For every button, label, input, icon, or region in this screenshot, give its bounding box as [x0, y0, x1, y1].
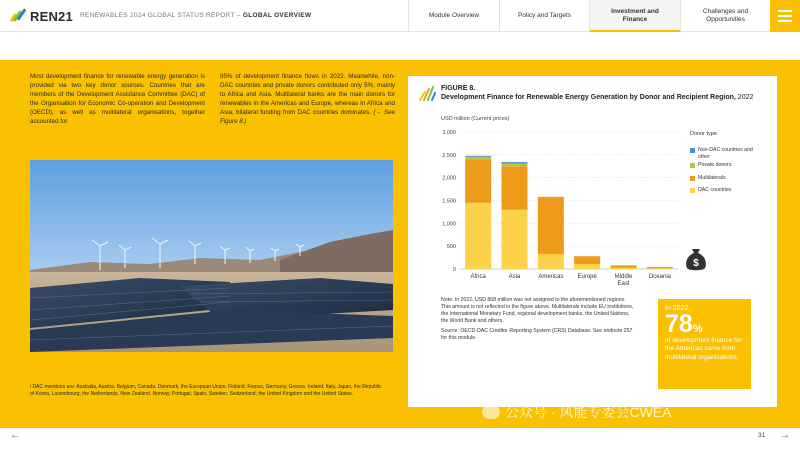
- figure-reference[interactable]: (→ See Figure 8.): [220, 108, 395, 125]
- figure-label: FIGURE 8.: [441, 85, 476, 92]
- bar-segment: [502, 210, 528, 269]
- bar-segment: [574, 256, 600, 264]
- callout-number-unit: %: [692, 323, 703, 335]
- bar-segment: [611, 268, 637, 269]
- bar-segment: [502, 162, 528, 163]
- callout-intro: In 2022,: [665, 305, 691, 312]
- y-tick-label: 0: [452, 267, 456, 273]
- y-axis-label: USD million (Current prices): [441, 116, 510, 122]
- bar-segment: [465, 203, 491, 269]
- figure-year: 2022: [737, 94, 754, 101]
- body-text-column-2-text: 95% of development finance flows in 2022. Meanwhile, non-DAC countries and private donors contributed only 5%, mainly to Africa and Asia. Multilateral banks are the main donors for renewables in the Americas and Europe, whereas in Africa and Asia, bilateral funding from DAC countries dominates.: [220, 73, 395, 116]
- logo-text: REN21: [30, 8, 73, 24]
- y-tick-label: 2,000: [442, 175, 456, 182]
- callout-text: of development finance for the Americas came from multilateral organisations.: [665, 337, 742, 361]
- bar-segment: [574, 264, 600, 269]
- bar-segment: [647, 267, 673, 268]
- y-tick-label: 1,500: [442, 198, 456, 205]
- x-category-label: Americas: [538, 274, 564, 280]
- figure-icon: [417, 83, 437, 103]
- legend-swatch: [690, 148, 695, 153]
- legend-item: [690, 147, 762, 160]
- report-title-text: RENEWABLES 2024 GLOBAL STATUS REPORT: [80, 12, 235, 19]
- stacked-bar-chart: [408, 124, 688, 294]
- figure-source: Source: OECD-DAC Creditor Reporting System (CRS) Database. See endnote 257 for this module.: [441, 328, 633, 342]
- bar-segment: [465, 159, 491, 202]
- callout-number-value: 78: [665, 310, 693, 338]
- prev-page-arrow-icon[interactable]: ←: [10, 430, 20, 441]
- legend-label: Non-DAC countries and other: [698, 147, 753, 160]
- key-stat-callout: [657, 298, 752, 390]
- figure-title: [441, 94, 753, 101]
- legend-label: Private donors: [698, 162, 732, 168]
- legend-swatch: [690, 163, 695, 168]
- bar-segment: [538, 254, 564, 269]
- legend-item: [690, 162, 762, 169]
- report-section: GLOBAL OVERVIEW: [242, 12, 312, 19]
- legend-item: [690, 175, 762, 182]
- wechat-icon: [482, 405, 500, 419]
- solar-wind-photo: [30, 160, 393, 352]
- x-category-label: Africa: [470, 274, 486, 280]
- bar-segment: [538, 197, 564, 254]
- legend-swatch: [690, 176, 695, 181]
- next-page-arrow-icon[interactable]: →: [780, 430, 790, 441]
- y-tick-label: 1,000: [442, 221, 456, 228]
- legend-title: Donor type: [690, 131, 717, 137]
- legend-label: DAC countries: [698, 187, 732, 193]
- bar-segment: [611, 265, 637, 268]
- y-tick-label: 2,500: [442, 152, 456, 159]
- wechat-watermark: [482, 402, 671, 422]
- hamburger-menu-icon[interactable]: [770, 0, 800, 32]
- bar-segment: [465, 156, 491, 157]
- page-number: 31: [758, 432, 766, 439]
- watermark-text: 公众号 · 风能专委会CWEA: [505, 404, 672, 420]
- bar-segment: [502, 164, 528, 167]
- ren21-logo[interactable]: [10, 8, 73, 24]
- figure-title-text: Development Finance for Renewable Energy Generation by Donor and Recipient Region,: [441, 94, 736, 101]
- legend-swatch: [690, 188, 695, 193]
- figure-note: Note: In 2022, USD 868 million was not assigned to the aforementioned regions. This amount is not reflected in the figure above. Multilaterals include EU institutions, the International Monetary Fund, regional development banks, the United Nations, the World Bank and others.: [441, 297, 634, 325]
- legend-item: [690, 187, 762, 194]
- x-category-label: Asia: [508, 274, 521, 280]
- bar-segment: [465, 157, 491, 160]
- money-bag-icon: [682, 244, 710, 272]
- nav-investment-and-finance[interactable]: Investment and Finance: [589, 0, 680, 32]
- nav-module-overview[interactable]: Module Overview: [408, 0, 499, 32]
- x-category-label: Europe: [577, 274, 597, 280]
- x-category-label: Middle: [614, 274, 633, 280]
- x-category-label: Oceania: [648, 274, 672, 280]
- y-tick-label: 3,000: [442, 130, 456, 136]
- bar-segment: [647, 268, 673, 269]
- y-tick-label: 500: [446, 244, 456, 251]
- svg-text:$: $: [693, 258, 699, 269]
- top-header: [0, 0, 800, 32]
- bar-segment: [502, 166, 528, 209]
- body-text-column-1: Most development finance for renewable energy generation is provided via two key donor sources. Countries that are members of the Development Assistance Committee (DAC) of the Organisation for Economic Co-operation and Development (OECD), as well as multilateral organisations, together accounted for: [30, 73, 205, 125]
- callout-number: [665, 312, 744, 337]
- x-category-label: East: [617, 281, 630, 287]
- dac-footnote: i DAC members are: Australia, Austria, Belgium, Canada, Denmark, the European Union, Finland, France, Germany, Greece, Ireland, Italy, Japan, the Republic of Korea, Luxembourg, the Netherlands, New Zealand, Norway, Portugal, Spain, Sweden, Switzerland, the United Kingdom and the United States.: [30, 384, 382, 397]
- ren21-logo-mark: [10, 8, 26, 24]
- body-text-column-2: [220, 73, 395, 127]
- legend-label: Multilaterals: [698, 175, 726, 181]
- report-title: RENEWABLES 2024 GLOBAL STATUS REPORT – GLOBAL OVERVIEW: [80, 12, 312, 19]
- nav-policy-and-targets[interactable]: Policy and Targets: [499, 0, 589, 32]
- nav-challenges-and-opportunities[interactable]: Challenges and Opportunities: [680, 0, 770, 32]
